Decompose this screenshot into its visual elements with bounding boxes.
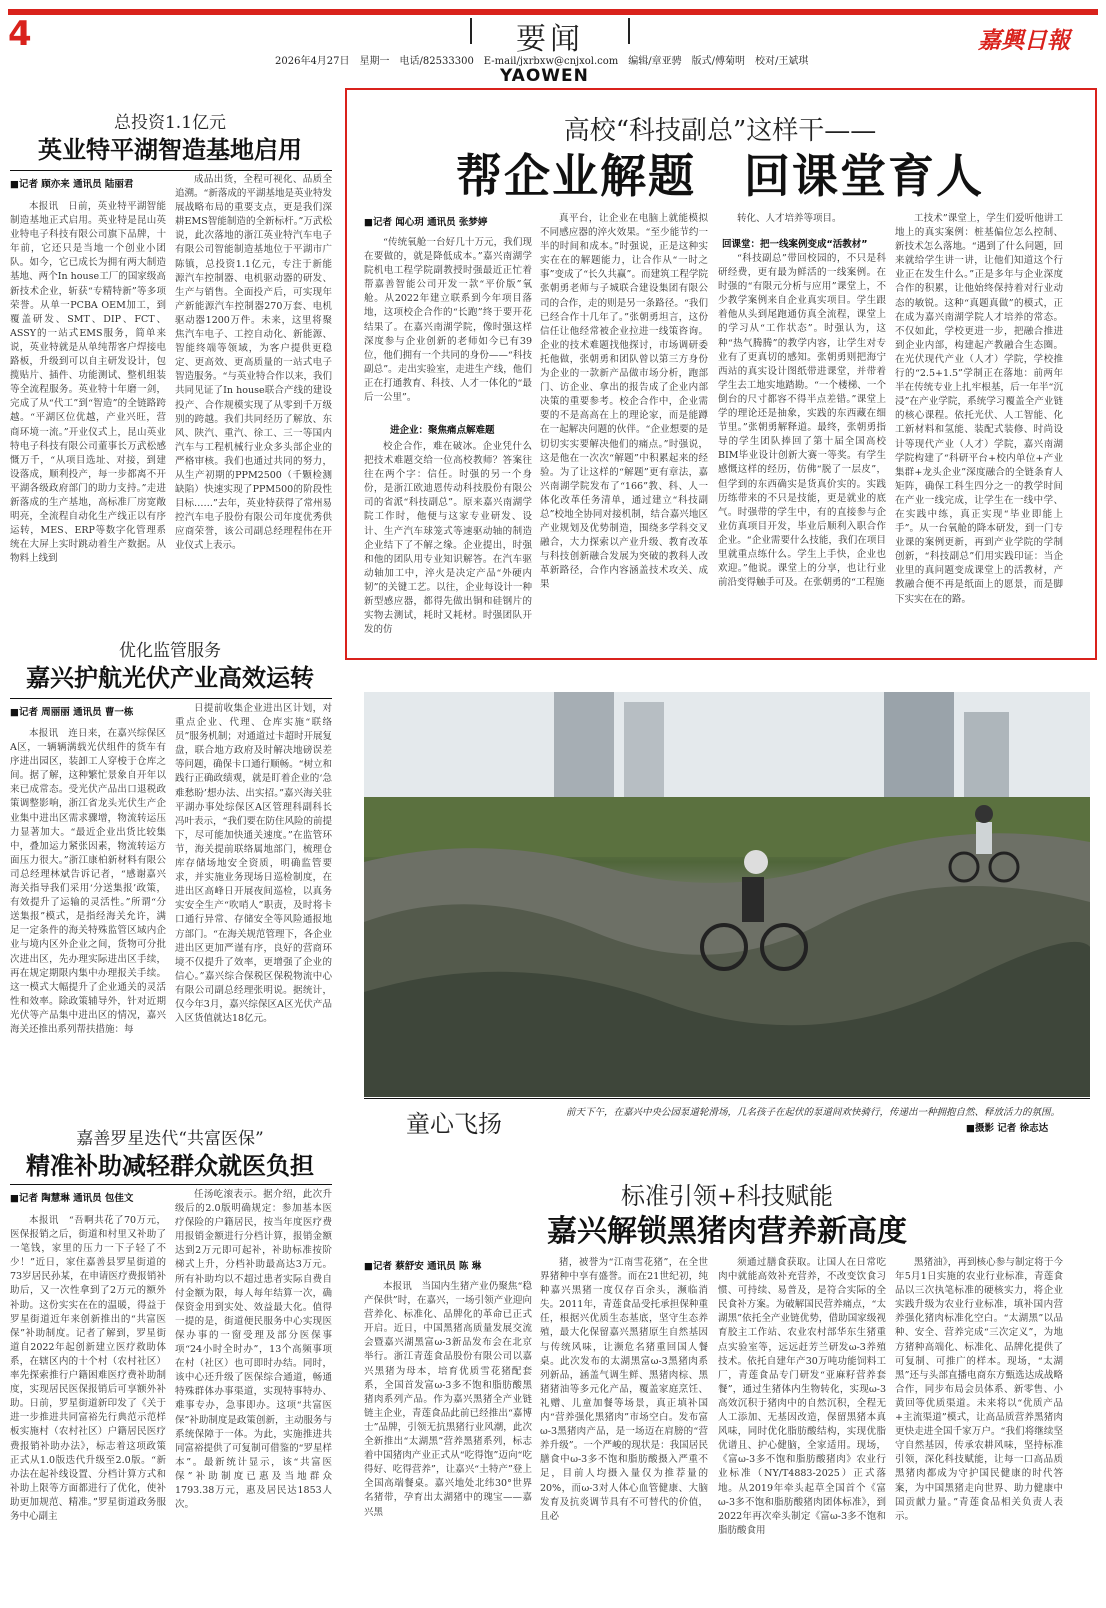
- page-number: 4: [8, 14, 32, 54]
- main-byline: ■记者 闻心玥 通讯员 张梦婷: [364, 217, 488, 228]
- main-title: 帮企业解题 回课堂育人: [456, 149, 984, 203]
- photo-rule: [364, 1098, 1090, 1099]
- photo-illustration: [364, 692, 1090, 1097]
- article1-kicker: 总投资1.1亿元: [113, 113, 227, 133]
- article3-kicker: 嘉善罗星迭代“共富医保”: [76, 1129, 264, 1149]
- main-col2: 真平台，让企业在电脑上就能模拟不同感应器的淬火效果。“至少能节约一半的时间和成本。”时强说，正是这种实实在在的解题能力，让合作从“一时之事”变成了“长久共赢”。而建筑工程学院张朝勇老师与子城联合建设集团有限公司的合作，走的则是另一条路径。“我们已经合作十几年了。”张朝勇坦言，这份信任让他经常被企业拉进一线策咨询。企业的技术难题找他探讨，市场调研委托他做，张朝勇和团队曾以第三方身份为企业的一款新产品做市场分析，跑部门、访企业、拿出的报告成了企业内部决策的重要参考。校企合作中，企业需要的不是高高在上的理论家，而是能蹲在一起解决问题的伙伴。“企业想要的是切切实实要解决他们的痛点。”时强说，这是他在一次次“解题”中积累起来的经验。为了让这样的“解题”更有章法，嘉兴南湖学院发布了“166”教、科、人一体化改革任务清单，通过建立“科技副总”校地全协同对接机制，结合嘉兴地区产业规划及优势制造，围绕多学科交叉融合，大力探索以产业升级、教育改革与科技创新融合发展为突破的教科人改革新路径，合作内容涵盖技术攻关、成果: [540, 213, 708, 591]
- bmx-pumptrack-photo: [364, 692, 1090, 1097]
- article3-byline: ■记者 陶慧琳 通讯员 包佳文: [10, 1193, 134, 1204]
- article2-col2: 日提前收集企业进出区计划，对重点企业、代理、仓库实施“联络员”服务机制；对通道过卡超时开展复盘，联合地方政府及时解决地磅误差等问题，确保卡口通行顺畅。“树立和践行正确政绩观，就是盯着企业的‘急难愁盼’想办法、出实招。”嘉兴海关驻平湖办事处综保区A区管理科副科长冯叶表示，“我们要在防住风险的前提下，尽可能加快通关速度。”在监管环节，海关提前联络属地部门，梳理仓库存储场地安全资质，明确监管要求，并实施业务现场日巡检制度，在进出区高峰日开展夜间巡检，以真务实安全生产“吹哨人”职责，及时将卡口通行异常、存储安全等风险通报地方部门。“在海关规范管理下，各企业进出区更加严谨有序，良好的营商环境不仅提升了效率，更增强了企业的信心。”嘉兴综合保税区保税物流中心有限公司副总经理张明说。据统计，仅今年3月，嘉兴综保区A区光伏产品入区货值就达18亿元。: [175, 703, 332, 1025]
- article3-col2: 任汤屹滚表示。据介绍，此次升级后的2.0版明确规定：参加基本医疗保险的户籍居民，按当年度医疗费用报销金额进行分档计算，报销金额达到2万元即可起补，补助标准按阶梯式上升，分档补助最高达3万元。所有补助均以不超过患者实际自费自付金额为限，每人每年结算一次，确保资金用到实处、效益最大化。值得一提的是，街道便民服务中心实现医保办事的一窗受理及部分医保事项“24小时全时办”，13个高频事项在村（社区）也可即时办结。同时，该中心还升级了医保综合通道，畅通特殊群体办事渠道，实现特事特办、难事专办，急事即办。这项“共富医保”补助制度是政策创新，主动服务与系统保障于一体。为此，实施推进共同富裕提供了可复制可借鉴的“罗星样本”。最新统计显示，该“共富医保”补助制度已惠及当地群众1793.38万元，惠及居民达1853人次。: [175, 1189, 332, 1511]
- article1-rule: [10, 170, 332, 171]
- article1-title: 英业特平湖智造基地启用: [38, 136, 302, 164]
- issue-info: 2026年4月27日 星期一 电话/82533300 E-mail/jxrbxw@cnjxol.com 编辑/章亚骋 版式/傅菊明 校对/王斌琪: [275, 56, 809, 67]
- article2-byline: ■记者 周丽丽 通讯员 曹一栋: [10, 707, 134, 718]
- main-kicker: 高校“科技副总”这样干——: [563, 116, 877, 146]
- main-col1-part2: 校企合作，难在破冰。企业凭什么把技术难题交给一位高校教师？答案往往在两个字：信任。时强的另一个身份，是浙江欧迪恩传动科技股份有限公司的省派“科技副总”。原来嘉兴南湖学院工作时，他便与这家专业研发、设计、生产汽车球笼式等速驱动轴的制造企业结下了不解之缘。企业提出，时强和他的团队用专业知识解答。在汽车驱动轴加工中，淬火是决定产品“外硬内韧”的关键工艺。以往，企业每设计一种新型感应器，都得先做出铜和硅钢片的实物去测试，耗时又耗材。时强团队开发的仿: [364, 441, 532, 636]
- article4-kicker: 标准引领+科技赋能: [620, 1182, 834, 1210]
- photo-credit: ■摄影 记者 徐志达: [966, 1123, 1049, 1134]
- article4-col4: 黑猪油》，再到核心参与制定将于今年5月1日实施的农业行业标准，青莲食品以三次执笔标准的硬核实力，将企业实践升级为农业行业标准，填补国内营养强化猪肉标准化空白。“太湖黑”以品种、安全、营养完成“三次定义”，为地方猪种高端化、标准化、品牌化提供了可复制、可推广的样本。现场，“太湖黑”还与头部直播电商东方甄选达成战略合作，同步布局会员体系、新零售、小黄回等优质渠道。未来将以“优质产品+主流渠道”模式，让高品质营养黑猪肉更快走进全国千家万户。“我们将继续坚守自然基因，传承农耕风味，坚持标准引领，深化科技赋能，让每一口高品质黑猪肉都成为守护国民健康的时代答案，为中国黑猪走向世界、助力健康中国贡献力量。”青莲食品相关负责人表示。: [895, 1257, 1063, 1522]
- main-col4: 工技术”课堂上，学生们爱听他讲工地上的真实案例：桩基偏位怎么控制、新技术怎么落地。“遇到了什么问题，回来就给学生讲一讲，让他们知道这个行业正在发生什么。”正是多年与企业深度合作的积累，让他始终保持着对行业动态的敏锐。这种“真题真做”的模式，正在成为嘉兴南湖学院人才培养的常态。不仅如此，学校更进一步，把融合推进到企业内部，构建起产教融合生态圈。在光伏现代产业（人才）学院，学校推行的“2.5+1.5”学制正在落地：前两年半在传统专业上扎牢根基，后一年半“沉浸”在产业学院，系统学习覆盖全产业链的核心课程。依托光伏、人工智能、化工新材料和氢能、装配式装修、时尚设计等现代产业（人才）学院，嘉兴南湖学院构建了“科研平台+校内单位+产业集群+龙头企业”深度融合的全链条育人矩阵，确保工科生四分之一的教学时间在产业一线完成，让学生在一线中学、在实践中练，真正实现“毕业即能上手”。从一台氧舱的降本研发，到一门专业课的案例更新，再到产业学院的学制创新，“科技副总”们用实践印证：当企业里的真问题变成课堂上的活教材，产教融合便不再是纸面上的愿景，而是脚下实实在在的路。: [895, 213, 1063, 605]
- main-col3-part1: 转化、人才培养等项目。: [737, 213, 842, 224]
- newspaper-logo: 嘉興日報: [978, 27, 1070, 54]
- section-title-en: YAOWEN: [500, 66, 589, 86]
- article4-col3: 须通过膳食获取。让国人在日常吃肉中就能高效补充营养，不改变饮食习惯、可持续、易普及，是符合实际的全民食补方案。为破解国民营养痛点，“太湖黑”依托全产业链优势，借助国家级视育胶主工作站、农业农村部华东生猪重点实验室等，远远赶芳兰研发ω-3养殖技术。依托自建年产30万吨功能饲料工厂，青莲食品专门研发“亚麻籽营养套餐”，通过生猪体内生物转化，实现ω-3高效沉积于猪肉中的自然沉积，全程无人工添加、无基因改造，保留黑猪本真风味，同时优化脂肪酸结构，实现优脂优谱且、护心健脑，全家适用。现场，《富ω-3多不饱和脂肪酸猪肉》农业行业标准（NY/T4883-2025）正式落地。从2019年牵头起草全国首个《富ω-3多不饱和脂肪酸猪肉团体标准》，到2022年再次牵头制定《富ω-3多不饱和脂肪酸食用: [718, 1257, 886, 1536]
- main-col1-part1: “传统氧舱一台好几十万元，我们现在要做的，就是降低成本。”嘉兴南湖学院机电工程学院副教授时强最近正忙着帮嘉善智能公司开发一款“平价版”氧舱。从2022年建立联系到今年项目落地，这项校企合作的“长跑”终于要开花结果了。在嘉兴南湖学院，像时强这样深度参与企业创新的老师如今已有39位，他们拥有一个共同的身份——“科技副总”。走出实验室，走进生产线，他们正在打通教育、科技、人才一体化的“最后一公里”。: [364, 237, 532, 404]
- section-divider-right: [628, 18, 630, 44]
- article2-col1: 本报讯 连日来，在嘉兴综保区A区，一辆辆满载光伏组件的货车有序进出园区，装卸工人穿梭于仓库之间。据了解，这种繁忙景象自开年以来已成常态。受光伏产品出口退税政策调整影响，浙江省龙头光伏生产企业集中进出区需求骤增，物流转运压力显著加大。“最近企业出货比较集中，叠加运力紧张因素，物流转运方面压力很大。”浙江康柏新材料有限公司总经理林斌告诉记者，“感谢嘉兴海关指导我们采用‘分送集报’政策，有效提升了运输的灵活性。”所谓“分送集报”模式，是指经海关允许，满足一定条件的海关特殊监管区域内企业与境内区外企业之间，货物可分批次进出区，先办理实际进出区手续，再在规定期限内集中办理报关手续。这一模式大幅提升了企业通关的灵活性和效率。除政策辅导外，针对近期光伏等产品集中进出区的情况，嘉兴海关还推出系列帮扶措施：每: [10, 728, 166, 1035]
- article2-rule: [10, 698, 332, 699]
- article2-title: 嘉兴护航光伏产业高效运转: [26, 664, 314, 692]
- photo-title: 童心飞扬: [406, 1110, 502, 1138]
- article4-byline: ■记者 蔡舒安 通讯员 陈 琳: [364, 1261, 482, 1272]
- article1-col1: 本报讯 日前，英业特平湖智能制造基地正式启用。英业特是昆山英业特电子科技有限公司旗下品牌，十年前，它还只是当地一个创业小团队。如今，它已成长为拥有两大制造基地、两个In house工厂的国家级高新技术企业，斩获“专精特新”等多项荣誉。从单一PCBA OEM加工，到覆盖研发、SMT、DIP、FCT、ASSY的一站式EMS服务，简单来说，英业特就是从单纯帮客户焊接电路板，升级到可以自主研发设计，包揽贴片、插件、功能测试、整机组装等全流程服务。英业特十年磨一剑，完成了从“代工”到“智造”的全链路跨越。“平湖区位优越，产业兴旺，营商环境一流。”开业仪式上，昆山英业特电子科技有限公司董事长万武松感慨万千，“从项目选址、对接，到建设落成，顺利投产，每一步都离不开平湖各级政府部门的助力支持。”走进新落成的生产基地，高标准厂房宽敞明亮，全流程自动化生产线正以有序运转，MES、ERP等数字化管理系统在大屏上实时跳动着生产数据。从物料上线到: [10, 201, 166, 565]
- photo-caption: 前天下午，在嘉兴中央公园泵道轮滑场，几名孩子在起伏的泵道间欢快骑行，传递出一种拥抱自然、释放活力的氛围。: [566, 1107, 1061, 1118]
- article3-rule: [10, 1184, 332, 1185]
- article4-col2: 猪，被誉为“江南雪花猪”，在全世界猪种中享有盛誉。而在21世纪初，纯种嘉兴黑猪一度仅存百余头，濒临消失。2011年，青莲食品受托承担保种重任，根据兴优质生态基底，坚守生态养殖，最大化保留嘉兴黑猪原生自然基因与传统风味，让濒危名猪重回国人餐桌。此次发布的太湖黑富ω-3黑猪肉系列新品，涵盖气调生鲜、黑猪肉棕、黑猪猪油等多元化产品，覆盖家庭烹饪、礼赠、儿童加餐等场景，真正填补国内“营养强化黑猪肉”市场空白。发布富ω-3黑猪肉产品，是一场迈在肩膀的“营养升级”。一个严峻的现状是：我国居民膳食中ω-3多不饱和脂肪酸摄入严重不足，目前人均摄入量仅为推荐量的20%，而ω-3对人体心血管健康、大脑发育及抗炎调节具有不可替代的价值，且必: [540, 1257, 708, 1522]
- article2-kicker: 优化监管服务: [119, 641, 221, 661]
- article3-title: 精准补助减轻群众就医负担: [26, 1152, 314, 1180]
- article4-col1: 本报讯 当国内生猪产业仍聚焦“稳产保供”时，在嘉兴，一场引领产业迎向营养化、标准化、品牌化的革命已正式开启。近日，中国黑猪高质量发展交流会暨嘉兴湖黑富ω-3新品发布会在北京举行。浙江青莲食品股份有限公司以嘉兴黑猪为母本，培育优质雪花猪配套系，全国首发富ω-3多不饱和脂肪酸黑猪肉系列产品。作为嘉兴黑猪全产业链链主企业，青莲食品此前已经推出“嘉博士”品牌，引领无抗黑猪行业风潮，此次全新推出“太湖黑”营养黑猪系列，标志着中国猪肉产业正式从“吃得饱”迈向“吃得好、吃得营养”，让嘉兴“土特产”登上全国高端餐桌。嘉兴地处北纬30°世界名猪带，孕育出太湖猪中的瑰宝——嘉兴黑: [364, 1281, 532, 1518]
- main-subhead1: 进企业：聚焦痛点解难题: [390, 425, 495, 436]
- article1-byline: ■记者 顾亦来 通讯员 陆丽君: [10, 179, 134, 190]
- main-col3-part2: “科技副总”带回校园的，不只是科研经费，更有最为鲜活的一线案例。在时强的“有限元分析与应用”课堂上，不少教学案例来自企业真实项目。学生跟着他从头到尾跑通仿真全流程，课堂上的学习从“工作状态”。时强认为，这种“热气腾腾”的教学内容，让学生对专业有了更真切的感知。张朝勇则把海宁西站的真实设计图纸带进课堂，并带着学生去工地实地踏勘。“一个楼梯、一个倒台的尺寸都容不得半点差错。”课堂上学的理论还是抽象，实践的东西藏在细节里。”张朝勇解释道。最终，张朝勇指导的学生团队捧回了第十届全国高校BIM毕业设计创新大赛一等奖。有学生感慨这样的经历，仿佛“脱了一层皮”，但学到的东西确实是货真价实的。实践历练带来的不只是技能，更是就业的底气。时强带的学生中，有的直接参与企业仿真项目开发，毕业后顺利入职合作企业。“企业需要什么技能，我们在项目里就重点练什么。学生上手快，企业也欢迎。”他说。课堂上的分享，也让行业前沿变得触手可及。在张朝勇的“工程施: [718, 253, 886, 589]
- article4-title: 嘉兴解锁黑猪肉营养新高度: [547, 1214, 907, 1249]
- main-subhead2: 回课堂：把一线案例变成“活教材”: [722, 239, 868, 250]
- article3-col1: 本报讯 “吾啊共花了70万元，医保报销之后，街道和村里又补助了一笔钱，家里的压力一下子轻了不少！”近日，家住嘉善县罗星街道的73岁居民孙某，在申请医疗费报销补助后，又一次性拿到了2万元的额外补助。这份实实在在的温暖，得益于罗星街道近年来创新推出的“共富医保”补助制度。记者了解到，罗星街道自2022年起创新建立医疗救助体系，在辖区内的十个村（农村社区）率先探索推行户籍困难医疗费补助制度，实现居民医保报销后可享额外补助。日前，罗星街道新印发了《关于进一步推进共同富裕先行典范示范样板实施村（农村社区）户籍居民医疗费报销补助办法》，标志着这项政策正式从1.0版迭代升级至2.0版。“新办法在起补线设置、分档计算方式和补助上限等方面都进行了优化，使补助更加规范、精准。”罗星街道政务服务中心副主: [10, 1215, 166, 1522]
- section-title: 要闻: [516, 22, 584, 57]
- article1-col2: 成品出货，全程可视化、品质全追溯。“新落成的平湖基地是英业特发展战略布局的重要支点，更是我们深耕EMS智能制造的全新标杆。”万武松说，此次落地的浙江英业特汽车电子有限公司智能制造基地位于平湖市广陈镇，总投资1.1亿元，专注于新能源汽车控制器、电机驱动器的研发、生产与销售。全面投产后，可实现年产新能源汽车控制器270万套、电机驱动器1200万件。未来，这里将聚焦汽车电子、工控自动化、新能源、智能终端等领域，为客户提供更稳定、更高效、更高质量的一站式电子智造服务。“与英业特合作以来，我们共同见证了In house联合产线的建设投产、合作规模实现了从零到千万级别的跨越。我们共同经历了解放、东风、陕汽、重汽、徐工、三一等国内汽车与工程机械行业众多头部企业的严格审核。我们也通过共同的努力，从生产初期的PPM2500（千颗检测缺陷）快速实现了PPM500的阶段性目标……”去年，英业特获得了常州易控汽车电子股份有限公司年度优秀供应商荣誉，该公司副总经理程伟在开业仪式上表示。: [175, 174, 332, 552]
